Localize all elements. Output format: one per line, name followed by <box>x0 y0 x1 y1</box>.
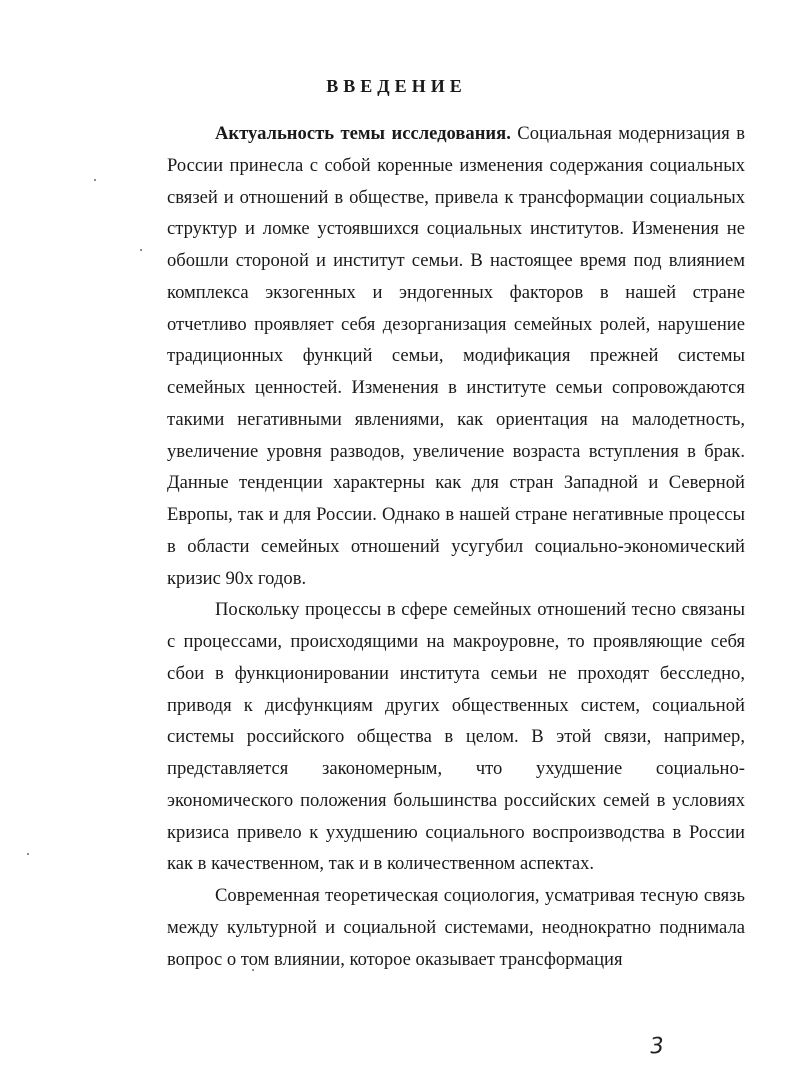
scan-speck <box>27 853 29 855</box>
page-number: 3 <box>649 1033 665 1060</box>
paragraph-processes <box>167 594 745 880</box>
scan-speck <box>94 179 96 181</box>
paragraph-sociology <box>167 880 745 975</box>
document-body <box>167 118 745 975</box>
scan-speck <box>140 249 142 251</box>
paragraph-text: Поскольку процессы в сфере семейных отношений тесно связаны с процессами, происходящими на макроуровне, то проявляющие себя сбои в функционировании института семьи не проходят бесследно, приводя к дисфункциям других общественных систем, социальной системы российского общества в целом. В этой связи, например, представляется закономерным, что ухудшение социально-экономического положения большинства российских семей в условиях кризиса привело к ухудшению социального воспроизводства в России как в качественном, так и в количественном аспектах. <box>167 599 745 875</box>
paragraph-text: Социальная модернизация в России принесла с собой коренные изменения содержания социальных связей и отношений в обществе, привела к трансформации социальных структур и ломке устоявшихся социальных институтов. Изменения не обошли стороной и институт семьи. В настоящее время под влиянием комплекса экзогенных и эндогенных факторов в нашей стране отчетливо проявляет себя дезорганизация семейных ролей, нарушение традиционных функций семьи, модификация прежней системы семейных ценностей. Изменения в институте семьи сопровождаются такими негативными явлениями, как ориентация на малодетность, увеличение уровня разводов, увеличение возраста вступления в брак. Данные тенденции характерны как для стран Западной и Северной Европы, так и для России. Однако в нашей стране негативные процессы в области семейных отношений усугубил социально-экономический кризис 90х годов. <box>167 123 745 589</box>
section-heading: ВВЕДЕНИЕ <box>326 76 467 96</box>
paragraph-text: Современная теоретическая социология, усматривая тесную связь между культурной и социальной системами, неоднократно поднимала вопрос о том влиянии, которое оказывает трансформация <box>167 885 745 970</box>
paragraph-lead: Актуальность темы исследования. <box>215 123 511 144</box>
paragraph-relevance <box>167 118 745 594</box>
